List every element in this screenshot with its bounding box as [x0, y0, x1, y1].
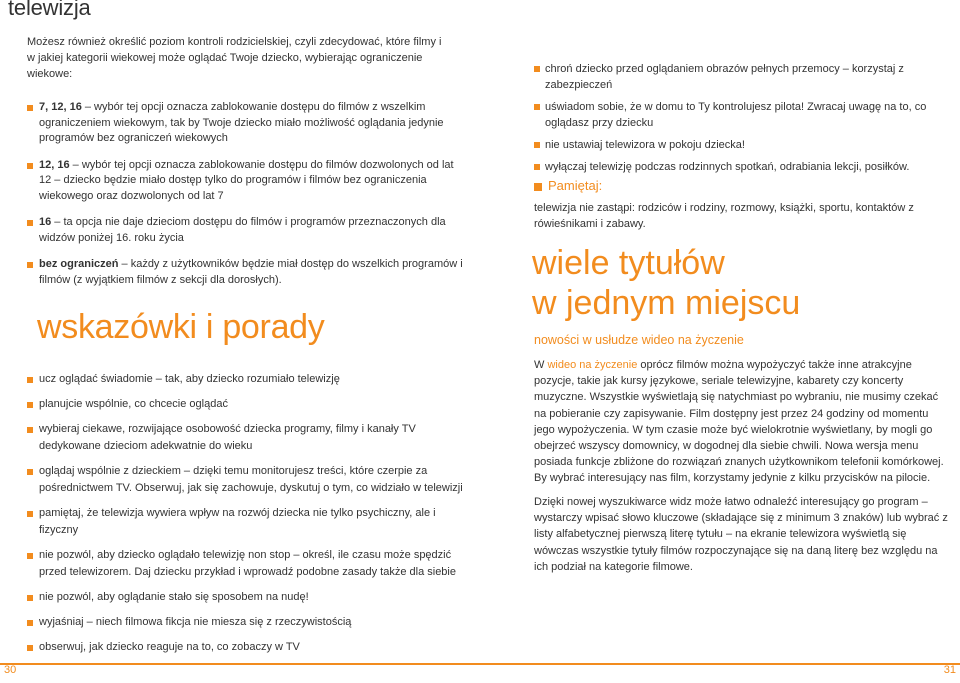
bottom-rule: [480, 663, 960, 665]
list-item: [534, 99, 949, 131]
age-option-label: 16: [39, 216, 52, 228]
age-option: [27, 215, 467, 246]
age-option-label: bez ograniczeń: [39, 258, 119, 270]
page-title: telewizja: [8, 0, 91, 20]
bullet-square-icon: [27, 262, 33, 268]
list-item: [27, 463, 467, 497]
tip-text: nie ustawiaj telewizora w pokoju dziecka!: [545, 139, 745, 151]
vod-paragraph: [534, 357, 949, 487]
list-item: [27, 371, 467, 388]
list-item: [534, 61, 949, 93]
bottom-rule: [0, 663, 480, 665]
tips-list-continued: [534, 61, 949, 181]
age-option-text: – wybór tej opcji oznacza zablokowanie dostępu do filmów dozwolonych od lat 12 – dziecko będzie miało dostęp tylko do programów i filmów bez ograniczenia wiekowego oraz dozwolonych od lat 7: [39, 158, 454, 202]
heading-line-1: wiele tytułów: [532, 244, 725, 282]
page-number-left: 30: [4, 664, 17, 676]
subheading: nowości w usłudze wideo na życzenie: [534, 333, 744, 347]
tip-text: chroń dziecko przed oglądaniem obrazów pełnych przemocy – korzystaj z zabezpieczeń: [545, 63, 904, 91]
tip-text: nie pozwól, aby oglądanie stało się sposobem na nudę!: [39, 591, 309, 603]
para-prefix: W: [534, 359, 548, 371]
right-page: [480, 0, 960, 683]
remember-label: Pamiętaj:: [548, 178, 603, 193]
bullet-square-icon: [27, 469, 33, 475]
tip-text: wyłączaj telewizję podczas rodzinnych spotkań, odrabiania lekcji, posiłków.: [545, 161, 910, 173]
remember-heading: [534, 178, 602, 193]
age-options-list: [27, 100, 467, 299]
list-item: [27, 421, 467, 455]
bullet-square-icon: [27, 427, 33, 433]
tip-text: nie pozwól, aby dziecko oglądało telewizję non stop – określ, ile czasu może spędzić przed telewizorem. Daj dziecku przykład i wprowadź podobne zasady także dla siebie: [39, 549, 456, 578]
age-option-text: – wybór tej opcji oznacza zablokowanie dostępu do filmów z wszelkim ograniczeniem wiekowym, tak by Twoje dziecko miało możliwość oglądania jedynie programów bez ograniczeń wiekowych: [39, 101, 444, 144]
bullet-square-icon: [534, 164, 540, 170]
bullet-square-icon: [27, 553, 33, 559]
list-item: [27, 547, 467, 581]
para-body: oprócz filmów można wypożyczyć także inne atrakcyjne pozycje, takie jak kursy językowe, seriale telewizyjne, kabarety czy koncerty muzyczne. Wszystkie wyświetlają się natychmiast po wybraniu, nie musimy czekać na pobieranie czy zapisywanie. Film dostępny jest przez 24 godziny od momentu jego wypożyczenia. W tym czasie może być wielokrotnie wyświetlany, by mogli go obejrzeć wszyscy domownicy, w dogodnej dla siebie chwili. Nowa wersja menu posiada funkcje zbliżone do rozwiązań znanych użytkownikom telefonii komórkowej. By wybrać interesujący nas film, korzystamy jedynie z kilku przycisków na pilocie.: [534, 359, 944, 485]
tip-text: uświadom sobie, że w domu to Ty kontrolujesz pilota! Zwracaj uwagę na to, co oglądasz przy dziecku: [545, 101, 927, 129]
bullet-square-icon: [27, 105, 33, 111]
tips-heading: wskazówki i porady: [37, 308, 325, 346]
search-paragraph: Dzięki nowej wyszukiwarce widz może łatwo odnaleźć interesujący go program – wystarczy wpisać słowo kluczowe (składające się z minimum 3 znaków) lub wybrać z listy alfabetycznej pierwszą literę tytułu – na ekranie telewizora wyświetlą się wówczas wszystkie tytuły filmów rozpoczynające się na daną literę bez względu na ich podział na kategorie filmowe.: [534, 496, 948, 573]
bullet-square-icon: [27, 402, 33, 408]
age-option: [27, 158, 467, 205]
list-item: [27, 639, 467, 656]
age-option-text: – ta opcja nie daje dzieciom dostępu do filmów i programów przeznaczonych dla widzów poniżej 16. roku życia: [39, 216, 446, 244]
list-item: [27, 396, 467, 413]
age-option-label: 12, 16: [39, 158, 70, 171]
tip-text: wybieraj ciekawe, rozwijające osobowość dziecka programy, filmy i kanały TV dedykowane dzieciom adekwatnie do wieku: [39, 423, 416, 452]
bullet-square-icon: [534, 142, 540, 148]
bullet-square-icon: [534, 66, 540, 72]
section-heading: [532, 243, 832, 323]
intro-paragraph: Możesz również określić poziom kontroli rodzicielskiej, czyli zdecydować, które filmy i w jakiej kategorii wiekowej może oglądać Twoje dziecko, wybierając ograniczenie wiekowe:: [27, 36, 442, 80]
age-option: [27, 100, 467, 147]
list-item: [27, 614, 467, 631]
age-option-label: 7, 12, 16: [39, 101, 82, 113]
heading-line-2: w jednym miejscu: [532, 284, 801, 322]
tip-text: wyjaśniaj – niech filmowa fikcja nie miesza się z rzeczywistością: [39, 616, 352, 628]
tip-text: pamiętaj, że telewizja wywiera wpływ na rozwój dziecka nie tylko psychiczny, ale i fizyczny: [39, 507, 436, 536]
vod-highlight: wideo na życzenie: [547, 359, 638, 371]
age-option: [27, 257, 467, 288]
bullet-square-icon: [534, 183, 542, 191]
tip-text: planujcie wspólnie, co chcecie oglądać: [39, 398, 228, 410]
bullet-square-icon: [27, 645, 33, 651]
list-item: [27, 505, 467, 539]
bullet-square-icon: [27, 511, 33, 517]
tips-list: [27, 371, 467, 664]
list-item: [27, 589, 467, 606]
page-number-right: 31: [943, 664, 956, 676]
bullet-square-icon: [534, 104, 540, 110]
tip-text: ucz oglądać świadomie – tak, aby dziecko rozumiało telewizję: [39, 373, 340, 385]
bullet-square-icon: [27, 377, 33, 383]
bullet-square-icon: [27, 220, 33, 226]
bullet-square-icon: [27, 163, 33, 169]
tip-text: obserwuj, jak dziecko reaguje na to, co zobaczy w TV: [39, 641, 300, 653]
list-item: [534, 137, 949, 153]
age-option-text: – każdy z użytkowników będzie miał dostęp do wszelkich programów i filmów (z wyjątkiem filmów z sekcji dla dorosłych).: [39, 258, 463, 286]
remember-text: telewizja nie zastąpi: rodziców i rodziny, rozmowy, książki, sportu, kontaktów z rówieśnikami i zabawy.: [534, 202, 914, 230]
bullet-square-icon: [27, 620, 33, 626]
bullet-square-icon: [27, 595, 33, 601]
list-item: [534, 159, 949, 175]
tip-text: oglądaj wspólnie z dzieckiem – dzięki temu monitorujesz treści, które czerpie za pośrednictwem TV. Obserwuj, jak się zachowuje, dyskutuj o tym, co widziało w telewizji: [39, 465, 463, 494]
